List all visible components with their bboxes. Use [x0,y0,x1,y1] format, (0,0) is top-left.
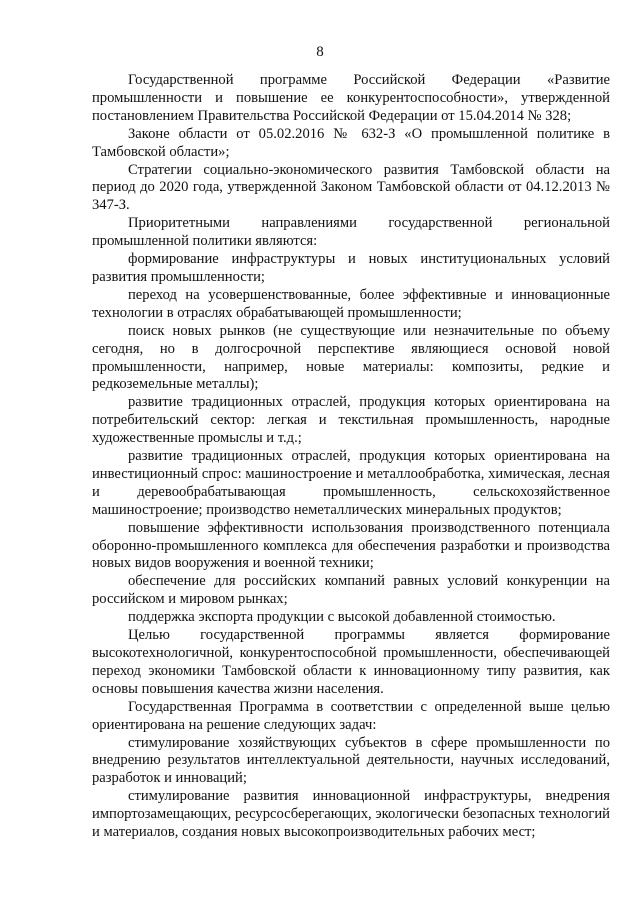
list-item: развитие традиционных отраслей, продукция которых ориентирована на инвестиционный спрос: машиностроение и металлообработка, химическая, лесная и деревообрабатывающая промышленность, сельскохозяйственное машиностроение; производство неметаллических минеральных продуктов; [92,448,610,518]
paragraph: Законе области от 05.02.2016 № 632-З «О промышленной политике в Тамбовской области»; [92,125,610,160]
list-item: стимулирование хозяйствующих субъектов в сфере промышленности по внедрению результатов интеллектуальной деятельности, научных исследований, разработок и инноваций; [92,734,610,787]
paragraph: Целью государственной программы является формирование высокотехнологичной, конкурентоспособной промышленности, обеспечивающей переход экономики Тамбовской области к инновационному типу развития, как основы повышения качества жизни населения. [92,627,610,697]
list-item: поддержка экспорта продукции с высокой добавленной стоимостью. [128,609,556,626]
list-item: развитие традиционных отраслей, продукция которых ориентирована на потребительский сектор: легкая и текстильная промышленность, народные художественные промыслы и т.д.; [92,394,610,447]
paragraph: Приоритетными направлениями государственной региональной промышленной политики являются: [92,215,610,250]
document-body [92,72,610,842]
paragraph: Стратегии социально-экономического развития Тамбовской области на период до 2020 года, утвержденной Законом Тамбовской области от 04.12.2013 № 347-З. [92,161,610,214]
list-item: повышение эффективности использования производственного потенциала оборонно-промышленного комплекса для обеспечения разработки и производства новых видов вооружения и военной техники; [92,519,610,572]
paragraph: Государственной программе Российской Федерации «Развитие промышленности и повышение ее конкурентоспособности», утвержденной постановлением Правительства Российской Федерации от 15.04.2014 № 328; [92,72,610,124]
list-item: переход на усовершенствованные, более эффективные и инновационные технологии в отраслях обрабатывающей промышленности; [92,286,610,321]
list-item: поиск новых рынков (не существующие или незначительные по объему сегодня, но в долгосрочной перспективе являющиеся основой новой промышленности, например, новые материалы: композиты, редкие и редкоземельные металлы); [92,322,610,393]
list-item: формирование инфраструктуры и новых институциональных условий развития промышленности; [92,251,610,285]
list-item: стимулирование развития инновационной инфраструктуры, внедрения импортозамещающих, ресурсосберегающих, экологически безопасных технологий и материалов, создания новых высокопроизводительных рабочих мест; [92,788,610,841]
page-number: 8 [316,44,324,60]
list-item: обеспечение для российских компаний равных условий конкуренции на российском и мировом рынках; [92,573,610,608]
paragraph: Государственная Программа в соответствии с определенной выше целью ориентирована на решение следующих задач: [92,698,610,733]
